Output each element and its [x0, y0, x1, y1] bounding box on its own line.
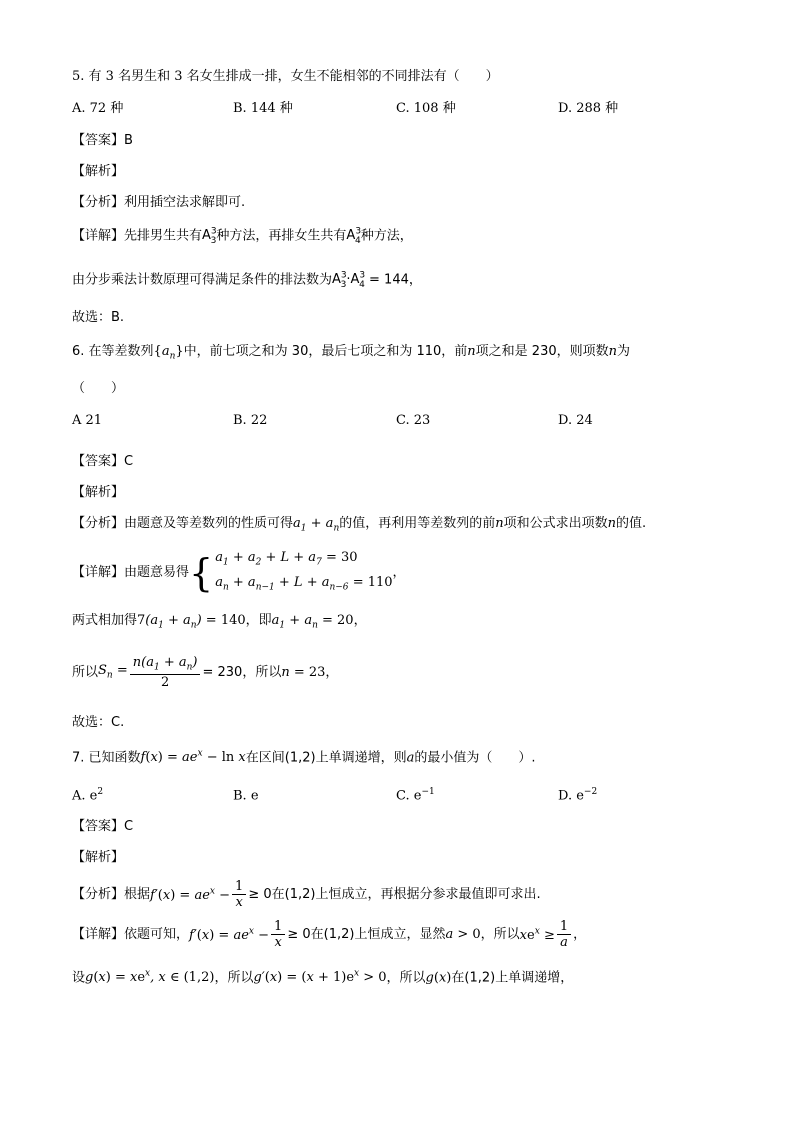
- q6-sum: [72, 614, 367, 631]
- q5-option-a: A. 72 种: [72, 101, 124, 116]
- formula-system: { $a_1 + a_2 + L + a_7 = 30$ $a_n + a_{n-1} + L + a_{n-6} = 110$: [189, 550, 393, 595]
- q6-analysis-d: 的值.: [616, 516, 647, 531]
- formula-sum-140: $7(a_1 + a_n) = 140$: [137, 613, 246, 631]
- q7-stem-a: 7. 已知函数: [72, 750, 141, 766]
- formula-gx: $g(x) = xe^x$, x ∈ (1,2): [85, 969, 215, 986]
- q6-option-b: B. 22: [233, 413, 268, 428]
- formula-fprime: $f'(x) = ae^x$ −: [189, 926, 270, 943]
- q5-analysis: 【分析】利用插空法求解即可.: [72, 195, 246, 210]
- q6-jiexi: 【解析】: [72, 485, 125, 500]
- q7-detail-c: 上恒成立，显然: [354, 927, 446, 942]
- q6-s-mid: = 230，所以: [202, 664, 282, 680]
- q6-sum-mid: ，即: [245, 613, 272, 628]
- formula-a43: $A^3_4$: [346, 227, 362, 246]
- formula-fprime: $f'(x) = ae^x$ −: [150, 886, 231, 903]
- q6-stem-d: 为: [617, 344, 631, 359]
- q5-line2: [72, 272, 422, 290]
- q6-option-d: D. 24: [558, 413, 593, 428]
- q6-detail-prefix: 【详解】由题意易得: [72, 565, 190, 581]
- q7-stem-c: 上单调递增，则: [315, 750, 407, 766]
- q5-detail-mid: 种方法，再排女生共有: [216, 228, 347, 244]
- q7-detail-a: 【详解】依题可知，: [72, 927, 190, 942]
- q5-option-d: D. 288 种: [558, 101, 619, 116]
- q7-analysis-b: 在: [271, 887, 285, 902]
- formula-sn: $S_n$ =: [98, 663, 128, 681]
- formula-seq-an: $\{a_n\}$: [153, 344, 184, 362]
- q6-sum-prefix: 两式相加得: [72, 613, 138, 628]
- formula-fx: $f(x) = ae^x - \ln x$: [140, 749, 246, 766]
- var-n: n: [467, 344, 476, 359]
- q7-last-c: ，所以: [386, 970, 426, 986]
- q7-option-a: A. $e^2$: [72, 787, 104, 804]
- q5-jiexi: 【解析】: [72, 164, 125, 179]
- formula-interval: (1,2): [284, 750, 316, 766]
- var-n: n: [608, 344, 617, 359]
- q6-analysis: [72, 517, 646, 534]
- q6-paren: （ ）: [72, 381, 125, 396]
- q7-last-d: 在: [451, 970, 465, 986]
- q6-sn: [72, 656, 338, 689]
- q5-line2-prefix: 由分步乘法计数原理可得满足条件的排法数为: [72, 272, 333, 288]
- q6-stem: [72, 345, 630, 362]
- q6-analysis-a: 【分析】由题意及等差数列的性质可得: [72, 516, 294, 531]
- q5-detail-prefix: 【详解】先排男生共有: [72, 228, 203, 244]
- formula-gx-short: g(x): [425, 970, 452, 986]
- formula-n-23: n = 23: [281, 664, 326, 680]
- q7-option-d: D. $e^{-2}$: [558, 787, 598, 804]
- q7-option-b: B. e: [233, 788, 259, 804]
- q6-s-suffix: ，: [325, 664, 339, 680]
- q5-answer: 【答案】B: [72, 133, 133, 148]
- q6-detail: 【详解】由题意易得 { $a_1 + a_2 + L + a_7 = 30$ $a_n + a_{n-1} + L + a_{n-6} = 110$ ，: [72, 548, 406, 597]
- q7-last: [72, 970, 573, 984]
- q6-stem-a: 6. 在等差数列: [72, 344, 154, 359]
- q7-detail: 【详解】依题可知，$f'(x) = ae^x$ − $\frac{1}{x}$ ≥ 0在(1,2)上恒成立，显然a > 0，所以$xe^x$ ≥ $\frac{1}{a}$ ，: [72, 919, 587, 950]
- q5-stem: 5. 有 3 名男生和 3 名女生排成一排，女生不能相邻的不同排法有（ ）: [72, 69, 499, 84]
- q7-analysis-a: 【分析】根据: [72, 887, 151, 902]
- formula-sn-fraction: $\frac{n(a_1 + a_n)}{2}$: [130, 656, 201, 689]
- formula-xex: $xe^x$ ≥: [519, 926, 555, 943]
- q5-line2-suffix: = 144，: [369, 272, 422, 288]
- q7-last-e: 上单调递增，: [495, 970, 574, 986]
- formula-a1-an-20: $a_1 + a_n = 20$: [271, 613, 354, 631]
- q5-conclusion: 故选：B.: [72, 310, 125, 325]
- formula-one-over-x: $\frac{1}{x}$: [271, 920, 285, 949]
- formula-one-over-a: $\frac{1}{a}$: [557, 920, 571, 949]
- formula-a33: $A^3_3$: [202, 227, 217, 246]
- formula-a1-plus-an: $a_1 + a_n$: [293, 516, 340, 534]
- formula-gprime: $g'(x) = (x + 1)e^x > 0$: [253, 969, 387, 986]
- q5-detail: [72, 228, 413, 246]
- formula-a33-a43: $A^3_3\cdot A^3_4$: [332, 271, 366, 290]
- q7-analysis-c: 上恒成立，再根据分参求最值即可求出.: [315, 887, 541, 902]
- q6-sum-suffix: ，: [353, 613, 367, 628]
- q5-detail-suffix: 种方法，: [360, 228, 413, 244]
- q6-s-prefix: 所以: [72, 664, 99, 680]
- formula-one-over-x: $\frac{1}{x}$: [232, 880, 246, 909]
- q7-option-c: C. $e^{-1}$: [396, 787, 435, 804]
- q6-analysis-b: 的值，再利用等差数列的前: [339, 516, 496, 531]
- q6-conclusion: 故选：C.: [72, 715, 125, 730]
- q6-option-a: A 21: [72, 413, 103, 428]
- var-n: n: [607, 516, 617, 531]
- q7-detail-b: 在: [310, 927, 324, 942]
- q6-option-c: C. 23: [396, 413, 431, 428]
- q7-detail-e: ，: [573, 927, 587, 942]
- q6-analysis-c: 项和公式求出项数: [503, 516, 608, 531]
- q7-last-a: 设: [72, 970, 86, 986]
- var-a: a: [406, 750, 415, 766]
- q6-answer: 【答案】C: [72, 454, 134, 469]
- q7-last-b: ，所以: [214, 970, 254, 986]
- formula-a-positive: a > 0: [445, 927, 481, 942]
- formula-interval: (1,2): [464, 970, 496, 986]
- q5-option-c: C. 108 种: [396, 101, 456, 116]
- q7-detail-d: ，所以: [480, 927, 520, 942]
- q7-stem: [72, 750, 536, 764]
- var-n: n: [495, 516, 504, 531]
- q6-stem-b: 中，前七项之和为 30，最后七项之和为 110，前: [183, 344, 468, 359]
- q6-stem-c: 项之和是 230，则项数: [475, 344, 609, 359]
- q5-option-b: B. 144 种: [233, 101, 293, 116]
- q7-jiexi: 【解析】: [72, 850, 125, 865]
- q7-stem-d: 的最小值为（ ）.: [414, 750, 536, 766]
- q7-stem-b: 在区间: [245, 750, 285, 766]
- q7-analysis: 【分析】根据$f'(x) = ae^x$ − $\frac{1}{x}$ ≥ 0在(1,2)上恒成立，再根据分参求最值即可求出.: [72, 879, 541, 910]
- q7-answer: 【答案】C: [72, 819, 134, 834]
